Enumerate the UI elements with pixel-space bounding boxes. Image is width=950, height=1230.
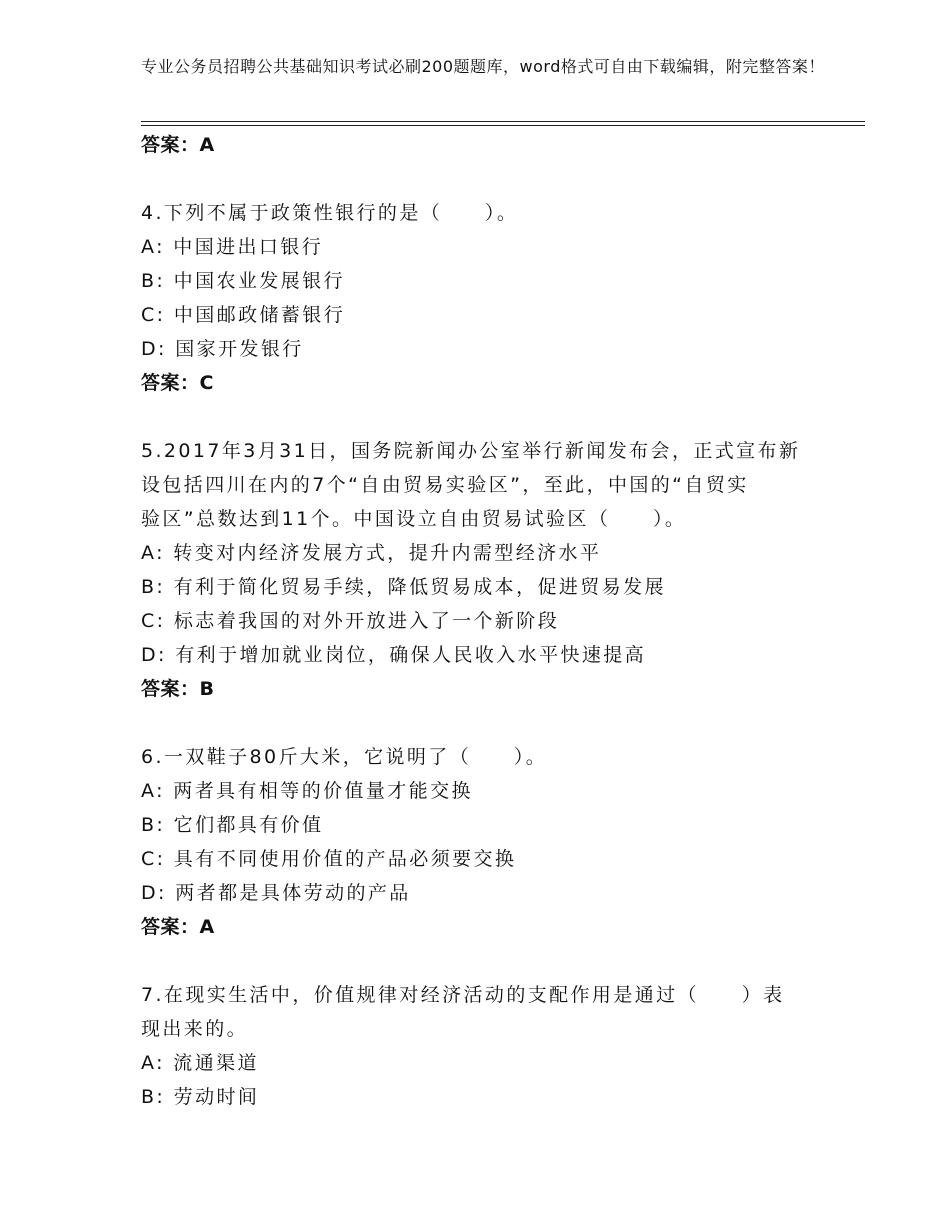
question-stem-line-2: 现出来的。 <box>141 1018 249 1040</box>
option-c: C: 中国邮政储蓄银行 <box>141 304 346 326</box>
option-c: C: 具有不同使用价值的产品必须要交换 <box>141 848 517 870</box>
question-5 <box>141 434 821 706</box>
answer-q4: 答案：C <box>141 372 214 394</box>
option-a: A: 流通渠道 <box>141 1052 259 1074</box>
question-list <box>141 126 821 1114</box>
option-d: D: 有利于增加就业岗位，确保人民收入水平快速提高 <box>141 644 647 666</box>
option-a: A: 转变对内经济发展方式，提升内需型经济水平 <box>141 542 602 564</box>
option-a: A: 两者具有相等的价值量才能交换 <box>141 780 473 802</box>
answer-q3: 答案：A <box>141 134 215 156</box>
option-a: A: 中国进出口银行 <box>141 236 324 258</box>
question-7 <box>141 978 821 1114</box>
option-d: D: 两者都是具体劳动的产品 <box>141 882 411 904</box>
question-stem-line-1: 7.在现实生活中，价值规律对经济活动的支配作用是通过（ ）表 <box>141 984 785 1006</box>
option-b: B: 中国农业发展银行 <box>141 270 345 292</box>
option-b: B: 有利于简化贸易手续，降低贸易成本，促进贸易发展 <box>141 576 666 598</box>
question-stem: 4.下列不属于政策性银行的是（ ）。 <box>141 202 519 224</box>
option-c: C: 标志着我国的对外开放进入了一个新阶段 <box>141 610 560 632</box>
question-stem-line-1: 5.2017年3月31日，国务院新闻办公室举行新闻发布会，正式宣布新 <box>141 440 801 462</box>
question-stem: 6.一双鞋子80斤大米，它说明了（ ）。 <box>141 746 548 768</box>
option-d: D: 国家开发银行 <box>141 338 304 360</box>
answer-q6: 答案：A <box>141 916 215 938</box>
answer-q5: 答案：B <box>141 678 215 700</box>
question-stem-line-3: 验区”总数达到11个。中国设立自由贸易试验区（ ）。 <box>141 508 687 530</box>
question-4 <box>141 196 821 400</box>
header-rule-top <box>141 121 865 122</box>
page-header: 专业公务员招聘公共基础知识考试必刷200题题库，word格式可自由下载编辑，附完整答案！ <box>141 57 825 76</box>
question-6 <box>141 740 821 944</box>
option-b: B: 劳动时间 <box>141 1086 260 1108</box>
question-stem-line-2: 设包括四川在内的7个“自由贸易实验区”，至此，中国的“自贸实 <box>141 474 749 496</box>
option-b: B: 它们都具有价值 <box>141 814 324 836</box>
